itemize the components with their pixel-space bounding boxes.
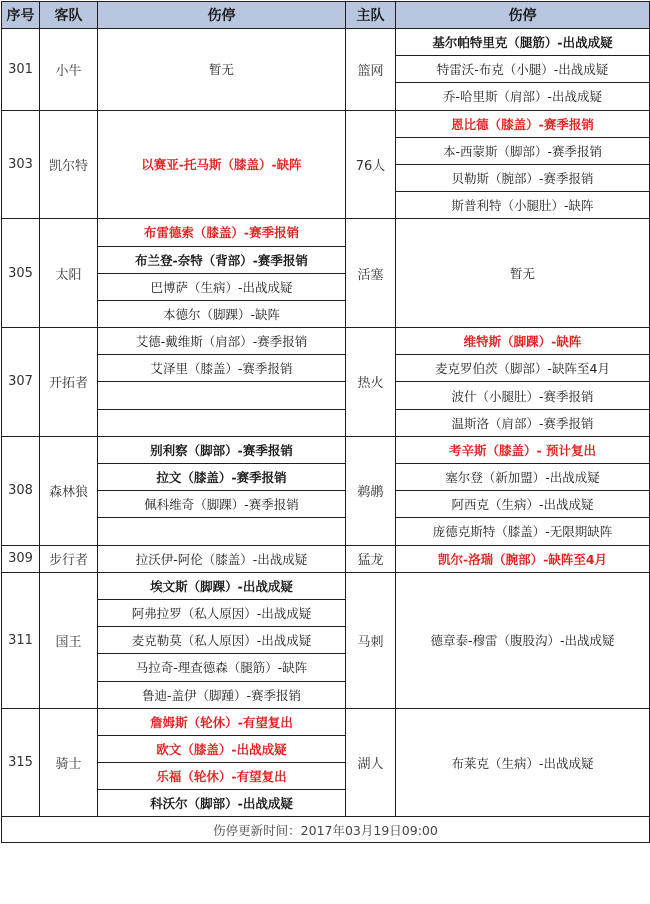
away-team: 凯尔特 <box>40 110 98 219</box>
home-injury: 乔-哈里斯（肩部）-出战成疑 <box>396 83 650 110</box>
table-row <box>2 219 650 246</box>
away-injury: 巴博萨（生病）-出战成疑 <box>98 273 346 300</box>
home-team: 猛龙 <box>346 545 396 572</box>
away-team: 国王 <box>40 572 98 708</box>
away-injury: 乐福（轮休）-有望复出 <box>98 763 346 790</box>
header-row <box>2 2 650 29</box>
table-row <box>2 328 650 355</box>
home-injury: 塞尔登（新加盟）-出战成疑 <box>396 464 650 491</box>
home-injury: 庞德克斯特（膝盖）-无限期缺阵 <box>396 518 650 545</box>
away-injury: 布兰登-奈特（背部）-赛季报销 <box>98 246 346 273</box>
away-injury: 欧文（膝盖）-出战成疑 <box>98 735 346 762</box>
home-team: 鹈鹕 <box>346 436 396 545</box>
header-away-injury: 伤停 <box>98 2 346 29</box>
game-number: 311 <box>2 572 40 708</box>
home-team: 活塞 <box>346 219 396 328</box>
home-injury: 维特斯（脚踝）-缺阵 <box>396 328 650 355</box>
table-row <box>2 29 650 56</box>
home-injury: 特雷沃-布克（小腿）-出战成疑 <box>396 56 650 83</box>
away-team: 森林狼 <box>40 436 98 545</box>
game-number: 315 <box>2 708 40 817</box>
header-home-injury: 伤停 <box>396 2 650 29</box>
table-row <box>2 518 650 545</box>
home-injury: 凯尔-洛瑞（腕部）-缺阵至4月 <box>396 545 650 572</box>
away-injury <box>98 518 346 545</box>
away-injury: 詹姆斯（轮休）-有望复出 <box>98 708 346 735</box>
footer-row <box>2 817 650 843</box>
home-injury: 布莱克（生病）-出战成疑 <box>396 708 650 817</box>
away-injury: 埃文斯（脚踝）-出战成疑 <box>98 572 346 599</box>
away-injury <box>98 382 346 409</box>
home-injury: 贝勒斯（腕部）-赛季报销 <box>396 164 650 191</box>
table-row <box>2 382 650 409</box>
home-injury: 德章泰-穆雷（腹股沟）-出战成疑 <box>396 572 650 708</box>
home-injury: 温斯洛（肩部）-赛季报销 <box>396 409 650 436</box>
home-injury: 波什（小腿肚）-赛季报销 <box>396 382 650 409</box>
away-injury: 艾泽里（膝盖）-赛季报销 <box>98 355 346 382</box>
game-number: 309 <box>2 545 40 572</box>
injury-table <box>1 1 650 843</box>
update-time: 伤停更新时间：2017年03月19日09:00 <box>2 817 650 843</box>
away-injury: 别利察（脚部）-赛季报销 <box>98 436 346 463</box>
home-injury: 斯普利特（小腿肚）-缺阵 <box>396 192 650 219</box>
home-injury: 基尔帕特里克（腿筋）-出战成疑 <box>396 29 650 56</box>
table-row <box>2 545 650 572</box>
game-number: 301 <box>2 29 40 111</box>
away-team: 小牛 <box>40 29 98 111</box>
away-team: 太阳 <box>40 219 98 328</box>
away-team: 步行者 <box>40 545 98 572</box>
home-injury: 恩比德（膝盖）-赛季报销 <box>396 110 650 137</box>
table-row <box>2 355 650 382</box>
away-injury: 本德尔（脚踝）-缺阵 <box>98 300 346 327</box>
home-injury: 阿西克（生病）-出战成疑 <box>396 491 650 518</box>
away-injury: 佩科维奇（脚踝）-赛季报销 <box>98 491 346 518</box>
home-injury: 本-西蒙斯（脚部）-赛季报销 <box>396 137 650 164</box>
table-row <box>2 491 650 518</box>
game-number: 307 <box>2 328 40 437</box>
home-team: 热火 <box>346 328 396 437</box>
table-row <box>2 436 650 463</box>
away-injury <box>98 409 346 436</box>
game-number: 305 <box>2 219 40 328</box>
table-row <box>2 464 650 491</box>
away-team: 开拓者 <box>40 328 98 437</box>
home-team: 湖人 <box>346 708 396 817</box>
away-injury: 阿弗拉罗（私人原因）-出战成疑 <box>98 599 346 626</box>
away-team: 骑士 <box>40 708 98 817</box>
away-injury: 艾德-戴维斯（肩部）-赛季报销 <box>98 328 346 355</box>
home-injury: 麦克罗伯茨（脚部）-缺阵至4月 <box>396 355 650 382</box>
away-injury: 拉沃伊-阿伦（膝盖）-出战成疑 <box>98 545 346 572</box>
away-injury: 麦克勒莫（私人原因）-出战成疑 <box>98 627 346 654</box>
home-injury: 暂无 <box>396 219 650 328</box>
away-injury: 科沃尔（脚部）-出战成疑 <box>98 790 346 817</box>
away-injury: 以赛亚-托马斯（膝盖）-缺阵 <box>98 110 346 219</box>
header-home-team: 主队 <box>346 2 396 29</box>
header-away-team: 客队 <box>40 2 98 29</box>
table-row <box>2 708 650 735</box>
table-row <box>2 409 650 436</box>
home-team: 马刺 <box>346 572 396 708</box>
home-team: 篮网 <box>346 29 396 111</box>
header-num: 序号 <box>2 2 40 29</box>
table-row <box>2 110 650 137</box>
table-row <box>2 572 650 599</box>
away-injury: 拉文（膝盖）-赛季报销 <box>98 464 346 491</box>
away-injury: 马拉奇-理查德森（腿筋）-缺阵 <box>98 654 346 681</box>
game-number: 308 <box>2 436 40 545</box>
home-injury: 考辛斯（膝盖）- 预计复出 <box>396 436 650 463</box>
away-injury: 布雷德索（膝盖）-赛季报销 <box>98 219 346 246</box>
home-team: 76人 <box>346 110 396 219</box>
away-injury: 鲁迪-盖伊（脚踵）-赛季报销 <box>98 681 346 708</box>
game-number: 303 <box>2 110 40 219</box>
away-injury: 暂无 <box>98 29 346 111</box>
